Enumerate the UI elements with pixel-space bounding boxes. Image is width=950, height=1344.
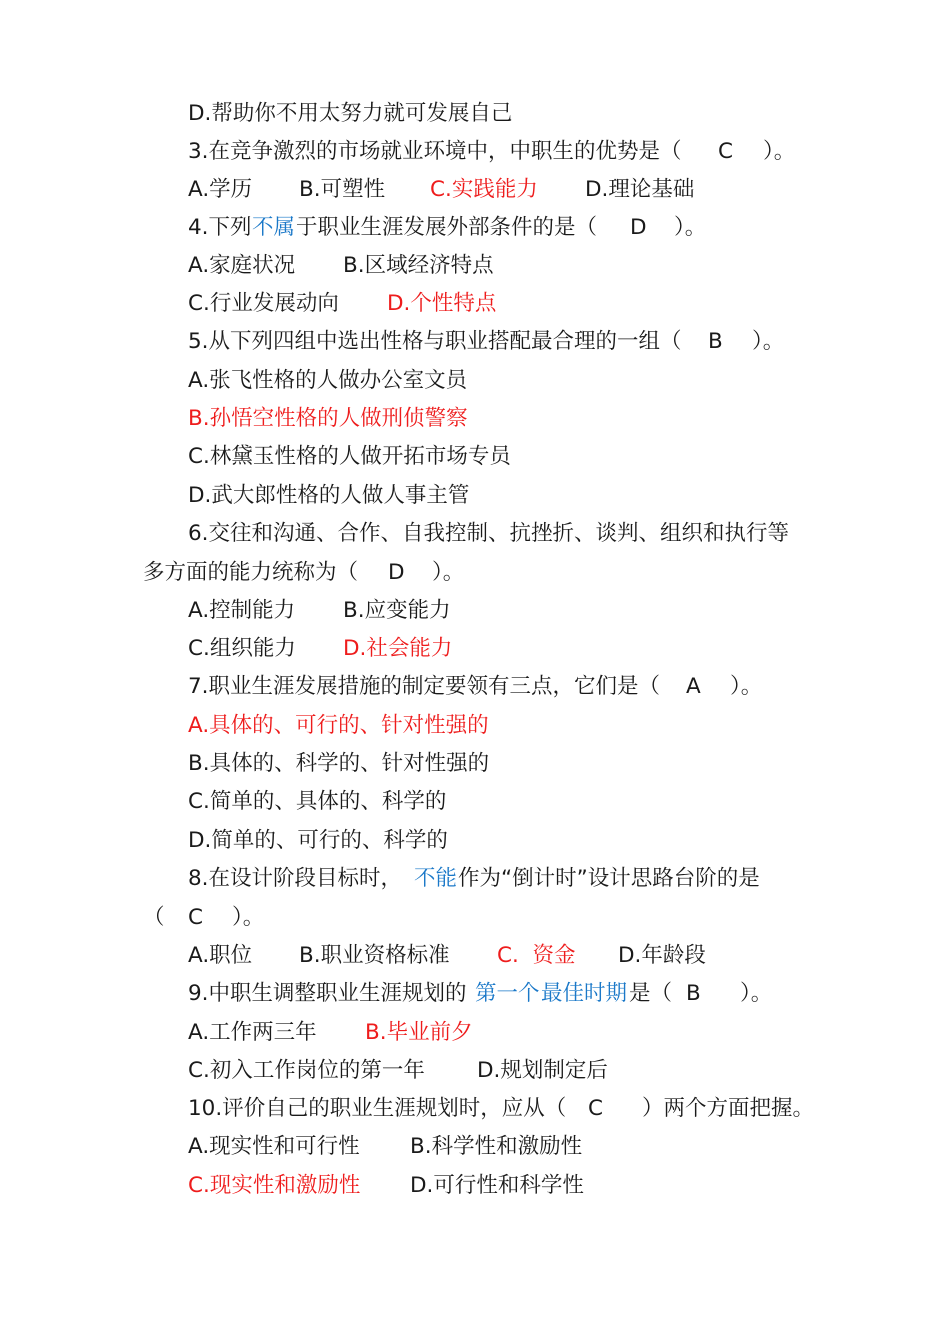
text-segment: 8.在设计阶段目标时， [188,866,403,891]
text-line [0,440,950,474]
highlight-text: 最佳时期 [541,981,628,1006]
text-segment: 7.职业生涯发展措施的制定要领有三点，它们是（ [188,674,661,699]
text-line [0,211,950,245]
text-segment: D.简单的、可行的、科学的 [188,828,448,853]
answer-text: C.现实性和激励性 [188,1173,361,1198]
text-segment: ）。 [763,139,796,164]
text-segment: （ [143,905,165,930]
answer-text: A.具体的、可行的、针对性强的 [188,713,489,738]
text-segment: 多方面的能力统称为（ [143,560,359,585]
text-line [0,901,950,935]
text-segment: C [188,905,204,930]
text-segment: C.组织能力 [188,636,296,661]
text-segment: A.职位 [188,943,253,968]
text-line [0,632,950,666]
answer-text: C.实践能力 [430,177,538,202]
text-line [0,517,950,551]
text-line [0,1054,950,1088]
text-line [0,594,950,628]
text-segment: A.张飞性格的人做办公室文员 [188,368,468,393]
text-segment: 6.交往和沟通、合作、自我控制、抗挫折、谈判、组织和执行等 [188,521,790,546]
text-line [0,1092,950,1126]
text-line [0,325,950,359]
text-segment: B [708,329,723,354]
text-segment: ）两个方面把握。 [642,1096,815,1121]
text-segment: 3.在竞争激烈的市场就业环境中，中职生的优势是（ [188,139,682,164]
highlight-text: 不能 [414,866,458,891]
text-segment: ）。 [740,981,773,1006]
text-line [0,1130,950,1164]
text-segment: 10.评价自己的职业生涯规划时，应从（ [188,1096,567,1121]
text-segment: 于职业生涯发展外部条件的是（ [296,215,598,240]
answer-text: B.孙悟空性格的人做刑侦警察 [188,406,468,431]
text-segment: D.理论基础 [585,177,695,202]
text-segment: C.林黛玉性格的人做开拓市场专员 [188,444,511,469]
text-line [0,1169,950,1203]
text-segment: B.职业资格标准 [299,943,450,968]
text-segment: D.帮助你不用太努力就可发展自己 [188,101,513,126]
text-segment: D.武大郎性格的人做人事主管 [188,483,470,508]
highlight-text: 第一个 [475,981,540,1006]
text-segment: 9.中职生调整职业生涯规划的 [188,981,467,1006]
text-line [0,709,950,743]
text-line [0,479,950,513]
text-segment: ）。 [432,560,465,585]
text-line [0,173,950,207]
text-segment: ）。 [730,674,763,699]
text-segment: ）。 [752,329,785,354]
text-segment: D [630,215,647,240]
text-segment: A.学历 [188,177,253,202]
answer-text: D.社会能力 [343,636,453,661]
text-segment: A.控制能力 [188,598,296,623]
text-segment: C.行业发展动向 [188,291,339,316]
text-segment: D.年龄段 [618,943,706,968]
text-line [0,1016,950,1050]
text-line [0,747,950,781]
text-line [0,785,950,819]
text-line [0,670,950,704]
text-segment: 作为“倒计时”设计思路台阶的是 [458,866,760,891]
text-line [0,364,950,398]
text-segment: B.可塑性 [299,177,386,202]
text-line [0,402,950,436]
text-line [0,249,950,283]
text-line [0,287,950,321]
answer-text: D.个性特点 [387,291,497,316]
text-segment: ）。 [674,215,707,240]
text-segment: 是（ [629,981,673,1006]
text-segment: C.初入工作岗位的第一年 [188,1058,425,1083]
text-segment: ）。 [232,905,265,930]
text-segment: A [686,674,701,699]
text-segment: 4.下列 [188,215,252,240]
highlight-text: 不属 [252,215,296,240]
text-segment: B [686,981,701,1006]
text-line [0,862,950,896]
text-segment: B.具体的、科学的、针对性强的 [188,751,490,776]
text-line [0,97,950,131]
text-line [0,977,950,1011]
text-segment: D [388,560,405,585]
text-segment: C [718,139,734,164]
text-line [0,939,950,973]
answer-text: C. 资金 [497,943,576,968]
text-segment: A.家庭状况 [188,253,296,278]
text-segment: 5.从下列四组中选出性格与职业搭配最合理的一组（ [188,329,682,354]
text-line [0,556,950,590]
text-line [0,135,950,169]
text-segment: B.应变能力 [343,598,451,623]
text-segment: B.科学性和激励性 [410,1134,583,1159]
text-segment: C [588,1096,604,1121]
text-segment: D.可行性和科学性 [410,1173,584,1198]
text-line [0,824,950,858]
text-segment: A.现实性和可行性 [188,1134,360,1159]
text-segment: A.工作两三年 [188,1020,317,1045]
answer-text: B.毕业前夕 [365,1020,473,1045]
text-segment: B.区域经济特点 [343,253,494,278]
text-segment: C.简单的、具体的、科学的 [188,789,447,814]
text-segment: D.规划制定后 [477,1058,608,1083]
